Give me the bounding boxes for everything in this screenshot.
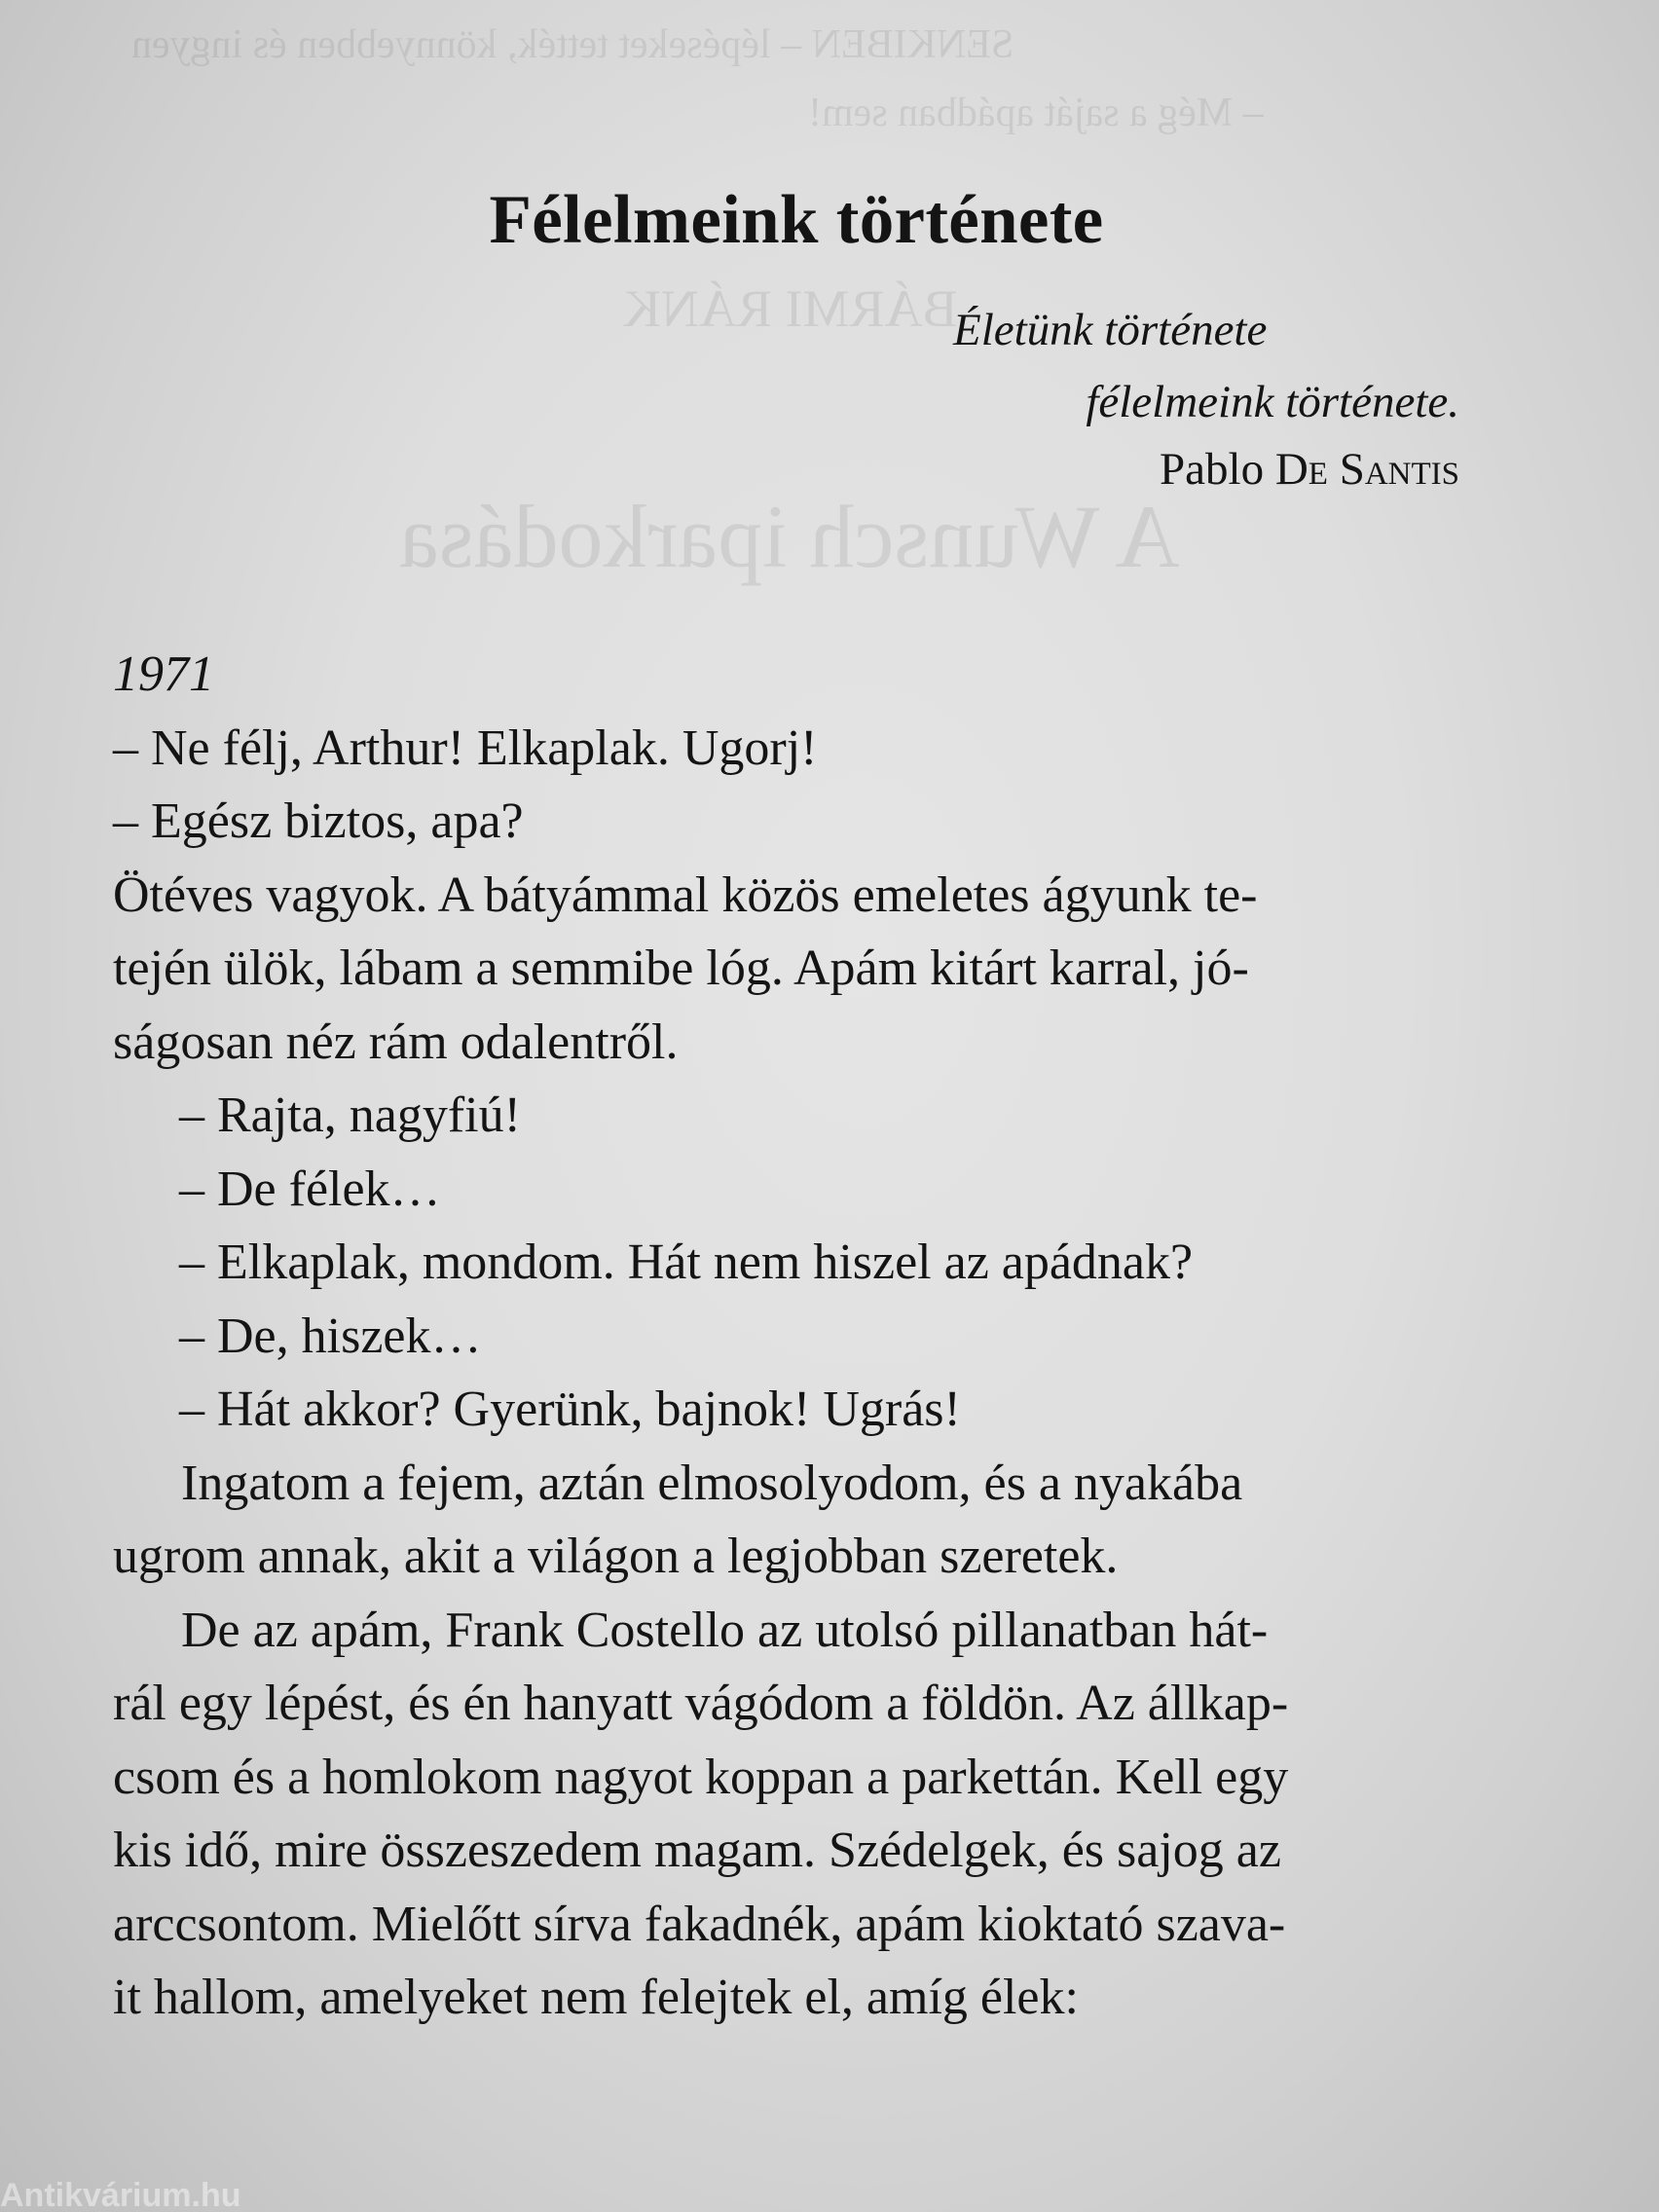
dialogue-line: – Ne félj, Arthur! Elkaplak. Ugorj! [113, 719, 818, 776]
paragraph-line: it hallom, amelyeket nem felejtek el, amíg élek: [113, 1970, 1079, 2025]
paragraph-line: Ingatom a fejem, aztán elmosolyodom, és a nyakába [181, 1455, 1243, 1511]
paragraph-line: De az apám, Frank Costello az utolsó pillanatban hát- [181, 1602, 1269, 1658]
bleed-through-text-line: BÁRMI RÁNK [623, 279, 958, 338]
paragraph-line: rál egy lépést, és én hanyatt vágódom a földön. Az állkap- [113, 1676, 1289, 1731]
paragraph-line: kis idő, mire összeszedem magam. Szédelgek, és sajog az [113, 1823, 1281, 1878]
author-first-name: Pablo [1160, 444, 1265, 495]
epigraph-line: félelmeink története. [1086, 377, 1459, 427]
epigraph-line: Életünk története [953, 305, 1268, 355]
epigraph [953, 294, 1459, 505]
site-watermark: Antikvárium.hu [0, 2177, 241, 2212]
chapter-title: Félelmeink története [489, 181, 1104, 258]
dialogue-line: – Egész biztos, apa? [113, 793, 524, 849]
year-heading: 1971 [113, 646, 214, 702]
paragraph-line: csom és a homlokom nagyot koppan a parkettán. Kell egy [113, 1749, 1289, 1805]
paragraph-line: arccsontom. Mielőtt sírva fakadnék, apám kioktató szava- [113, 1896, 1286, 1952]
epigraph-author [953, 433, 1459, 505]
paragraph-line: ugrom annak, akit a világon a legjobban szeretek. [113, 1529, 1119, 1584]
dialogue-line: – Rajta, nagyfiú! [179, 1088, 521, 1143]
dialogue-line: – Elkaplak, mondom. Hát nem hiszel az apádnak? [179, 1235, 1194, 1290]
bleed-through-text-line: – Még a saját apádban sem! [808, 91, 1264, 135]
dialogue-line: – De félek… [179, 1161, 441, 1217]
chapter-text [113, 638, 1456, 2035]
bleed-through-text-line: A Wunsch iparkodása [399, 487, 1180, 586]
paragraph-line: Ötéves vagyok. A bátyámmal közös emeletes ágyunk te- [113, 866, 1258, 923]
paragraph-line: ságosan néz rám odalentről. [113, 1014, 679, 1070]
dialogue-line: – Hát akkor? Gyerünk, bajnok! Ugrás! [179, 1382, 961, 1437]
bleed-through-text-line: SENKIBEN – lépéseket tették, könnyebben és ingyen [131, 22, 1014, 67]
paragraph-line: tején ülök, lábam a semmibe lóg. Apám kitárt karral, jó- [113, 940, 1249, 996]
author-last-name: De Santis [1274, 444, 1459, 495]
dialogue-line: – De, hiszek… [179, 1308, 482, 1364]
